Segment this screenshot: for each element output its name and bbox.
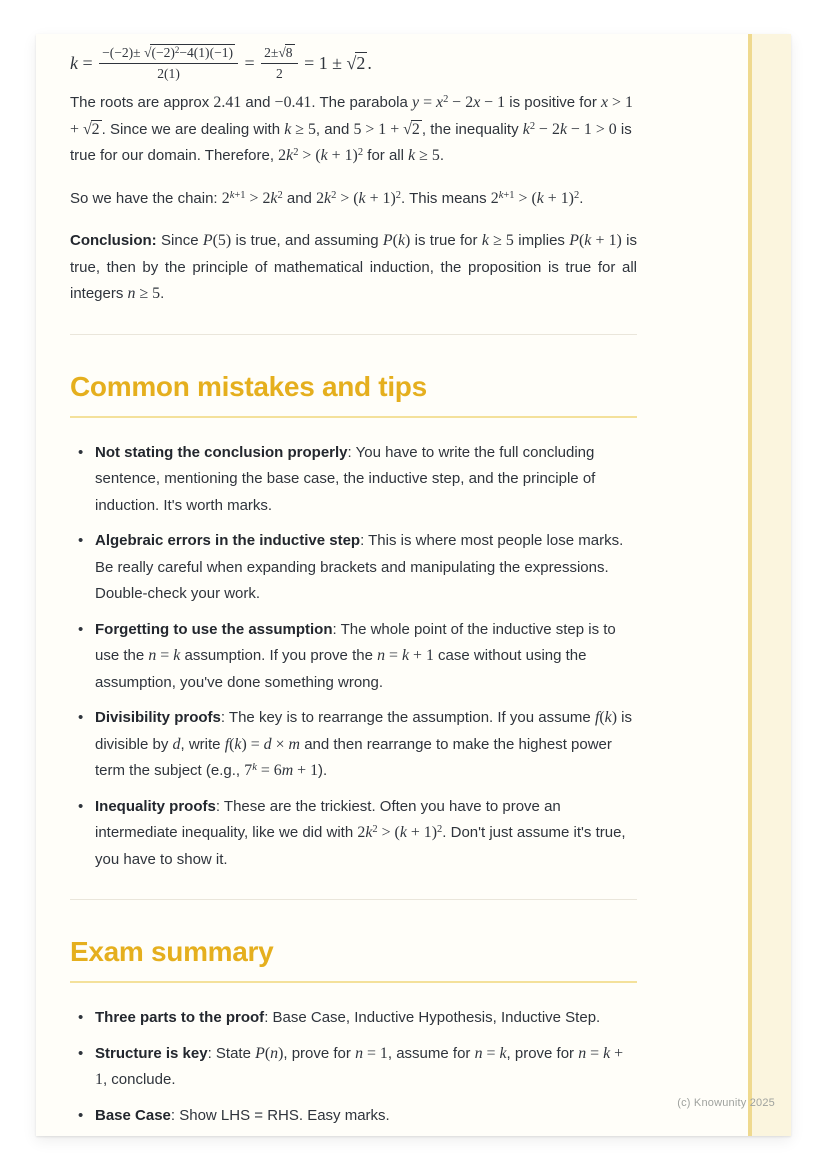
bullet-icon: •	[78, 709, 84, 726]
accent-band	[752, 34, 791, 1136]
bullet-icon: •	[78, 1044, 84, 1062]
section-divider	[70, 899, 637, 900]
bullet-icon: •	[78, 1106, 84, 1124]
document-card	[36, 34, 791, 1136]
list-item: • Not stating the conclusion properly: You have to write the full concluding sentence, mentioning the base case, the inductive step, and the principle of induction. It's worth marks.	[70, 440, 637, 520]
paragraph-roots: The roots are approx 2.41 and −0.41. The parabola $y = x^2 - 2x - 1$ is positive for x > 1 + √2 . Since we are dealing with k ≥ 5, and 5 > 1 + √2 , the inequality $k^2 - 2k - 1 > 0$ is true for our domain. Therefore, $2k^2 > (k + 1)^2$ for all k ≥ 5.	[70, 94, 633, 164]
footer-credit: (c) Knowunity 2025	[677, 1097, 775, 1109]
list-item: • Base Case: Show LHS = RHS. Easy marks.	[70, 1103, 637, 1130]
bullet-icon: •	[78, 532, 84, 549]
common-mistakes-list	[70, 440, 637, 874]
paragraph-conclusion: Conclusion: Since P(5) is true, and assuming P(k) is true for k ≥ 5 implies P(k + 1) is true, then by the principle of mathematical induction, the proposition is true for all integers n ≥ 5.	[70, 232, 638, 302]
exam-summary-list	[70, 1005, 637, 1129]
list-item: • Divisibility proofs: The key is to rearrange the assumption. If you assume f(k) is divisible by d, write f(k) = d × m and then rearrange to make the highest power term the subject (e.g., $7^k = 6m + 1$).	[70, 705, 637, 785]
accent-line	[748, 34, 752, 1136]
bullet-icon: •	[78, 620, 84, 638]
bullet-icon: •	[78, 443, 84, 461]
bullet-icon: •	[78, 797, 84, 815]
list-item: • Three parts to the proof: Base Case, Inductive Hypothesis, Inductive Step.	[70, 1005, 637, 1032]
heading-exam-summary: Exam summary	[70, 936, 637, 983]
list-item: • Structure is key: State P(n), prove for n = 1, assume for n = k, prove for n = k + 1, conclude.	[70, 1041, 637, 1094]
list-item: • Inequality proofs: These are the trickiest. Often you have to prove an intermediate inequality, like we did with $2k^2 > (k + 1)^2$. Don't just assume it's true, you have to show it.	[70, 794, 637, 874]
heading-common-mistakes: Common mistakes and tips	[70, 371, 637, 418]
section-divider	[70, 334, 637, 335]
paragraph-chain: So we have the chain: $2^{k+1} > 2k^2$ and $2k^2 > (k + 1)^2$. This means $2^{k+1} > (k + 1)^2$.	[70, 189, 584, 207]
bullet-icon: •	[78, 1009, 84, 1026]
document-content	[70, 41, 637, 1139]
list-item: • Forgetting to use the assumption: The whole point of the inductive step is to use the n = k assumption. If you prove the n = k + 1 case without using the assumption, you've done something wrong.	[70, 617, 637, 697]
quadratic-formula-line: k = $\frac{-(-2)\pm √(-2)^2-4(1)(-1)}{2(1)}$ = $\frac{2\pm√8}{2}$ = 1 ± √2 .	[70, 44, 372, 81]
list-item: • Algebraic errors in the inductive step: This is where most people lose marks. Be really careful when expanding brackets and manipulating the expressions. Double-check your work.	[70, 528, 637, 608]
